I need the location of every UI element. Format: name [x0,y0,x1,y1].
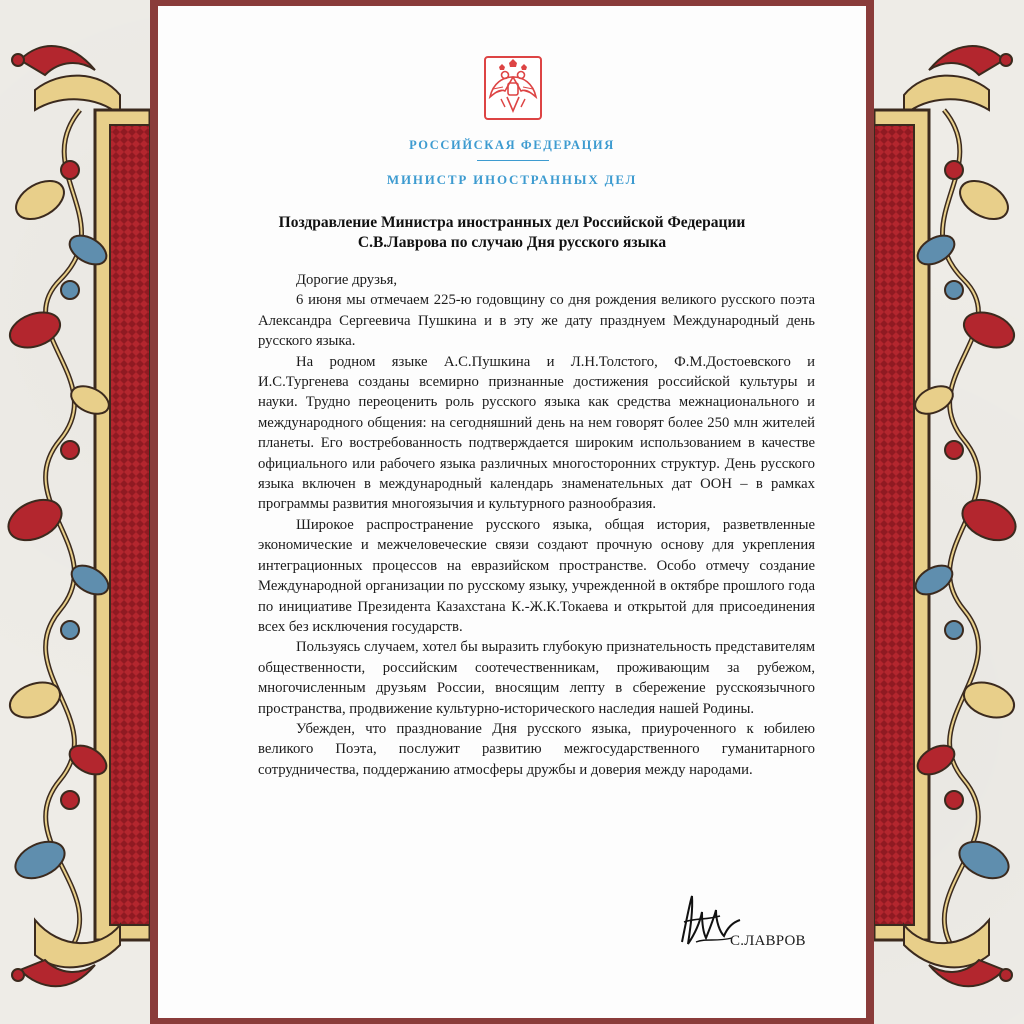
paragraph: Пользуясь случаем, хотел бы выразить глубокую признательность представителям общественности, российским соотечественникам, проживающим за рубежом, многочисленным друзьям России, вносящим лепту в сбережение русскоязычного пространства, продвижение культурно-исторического наследия нашей Родины. [258,639,815,717]
letter-body [258,270,815,780]
paragraph: 6 июня мы отмечаем 225-ю годовщину со дня рождения великого русского поэта Александра Сергеевича Пушкина и в эту же дату празднуем Международный день русского языка. [258,292,815,350]
paragraph: Широкое распространение русского языка, общая история, разветвленные экономические и межчеловеческие связи создают прочную основу для укрепления интеграционных процессов на евразийском пространстве. Особо отмечу создание Международной организации по русскому языку, учрежденной в октябре прошлого года по инициативе Президента Казахстана К.-Ж.К.Токаева и открытой для присоединения всех без исключения государств. [258,516,815,635]
letterhead-office: МИНИСТР ИНОСТРАННЫХ ДЕЛ [386,172,638,187]
letterhead-country: РОССИЙСКАЯ ФЕДЕРАЦИЯ [409,138,615,152]
right-ornament-border [874,0,1024,1024]
document-title-line-2: С.В.Лаврова по случаю Дня русского языка [357,234,667,251]
left-ornament-border [0,0,150,1024]
russian-coat-of-arms-icon [483,55,543,121]
document-title-line-1: Поздравление Министра иностранных дел Российской Федерации [278,214,746,231]
greeting: Дорогие друзья, [296,272,398,288]
paragraph: Убежден, что празднование Дня русского языка, приуроченного к юбилею великого Поэта, послужит развитию межгосударственного гуманитарного сотрудничества, поддержанию атмосферы дружбы и доверия между народами. [258,720,815,778]
ornament-top-flourish [12,46,120,115]
paragraph: На родном языке А.С.Пушкина и Л.Н.Толстого, Ф.М.Достоевского и И.С.Тургенева созданы всемирно признанные достижения российской культуры и науки. Трудно переоценить роль русского языка как средства межнационального и международного общения: на сегодняшний день на нем говорят более 250 млн жителей планеты. Его востребованность подтверждается широким использованием в качестве официального или рабочего языка различных многосторонних структур. День русского языка включен в международный календарь знаменательных дат ООН – в рамках программы развития многоязычия и культурного разнообразия. [258,353,815,513]
letterhead-divider [477,160,549,161]
signature-name: С.ЛАВРОВ [730,933,806,949]
ornament-top-flourish [904,46,1012,115]
